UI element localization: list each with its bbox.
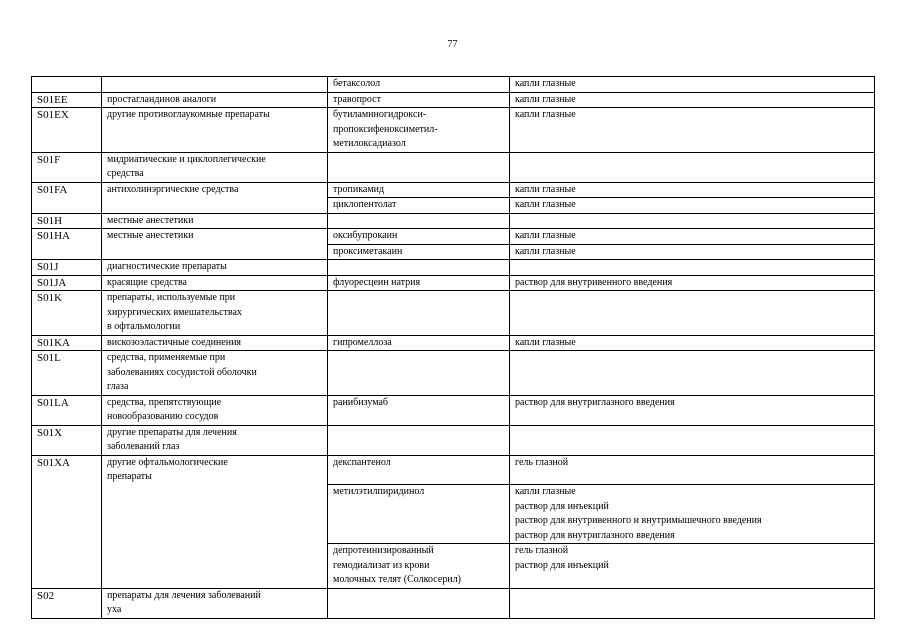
atc-code-cell: S01XA — [32, 455, 102, 485]
drug-cell: ранибизумаб — [328, 395, 510, 425]
atc-code-cell: S02 — [32, 588, 102, 618]
form-cell: капли глазные — [510, 182, 875, 198]
group-cell: антихолинэргические средства — [102, 182, 328, 198]
drug-cell: гипромеллоза — [328, 335, 510, 351]
form-cell: раствор для внутриглазного введения — [510, 395, 875, 425]
table-row — [32, 291, 875, 336]
table-row — [32, 108, 875, 153]
table-row — [32, 395, 875, 425]
form-cell: капли глазные — [510, 229, 875, 245]
table-row — [32, 244, 875, 260]
form-cell: капли глазные — [510, 108, 875, 153]
group-cell: средства, применяемые при заболеваниях сосудистой оболочки глаза — [102, 351, 328, 396]
atc-code-cell: S01FA — [32, 182, 102, 198]
table-row — [32, 260, 875, 276]
group-cell: другие офтальмологические препараты — [102, 455, 328, 485]
group-cell: местные анестетики — [102, 213, 328, 229]
form-cell — [510, 291, 875, 336]
form-cell: раствор для внутривенного введения — [510, 275, 875, 291]
atc-code-cell: S01H — [32, 213, 102, 229]
drug-cell: метилэтилпиридинол — [328, 485, 510, 544]
group-cell: диагностические препараты — [102, 260, 328, 276]
table-row — [32, 275, 875, 291]
form-cell — [510, 213, 875, 229]
drug-cell: флуоресцеин натрия — [328, 275, 510, 291]
drug-cell: тропикамид — [328, 182, 510, 198]
group-cell: препараты, используемые при хирургических вмешательствах в офтальмологии — [102, 291, 328, 336]
form-cell — [510, 351, 875, 396]
form-cell — [510, 425, 875, 455]
drug-cell: травопрост — [328, 92, 510, 108]
group-cell — [102, 198, 328, 214]
table-row — [32, 77, 875, 93]
atc-code-cell: S01L — [32, 351, 102, 396]
table-row — [32, 335, 875, 351]
table-row — [32, 92, 875, 108]
group-cell: вискозоэластичные соединения — [102, 335, 328, 351]
drug-cell: циклопентолат — [328, 198, 510, 214]
page-number: 77 — [447, 39, 458, 50]
atc-code-cell: S01J — [32, 260, 102, 276]
group-cell: мидриатические и циклоплегические средства — [102, 152, 328, 182]
group-cell: другие препараты для лечения заболеваний глаз — [102, 425, 328, 455]
table-row — [32, 198, 875, 214]
drug-cell — [328, 351, 510, 396]
atc-code-cell — [32, 198, 102, 214]
group-cell: другие противоглаукомные препараты — [102, 108, 328, 153]
table-row — [32, 485, 875, 544]
table-row — [32, 455, 875, 485]
atc-code-cell — [32, 244, 102, 260]
group-cell: средства, препятствующие новообразованию сосудов — [102, 395, 328, 425]
group-cell: препараты для лечения заболеваний уха — [102, 588, 328, 618]
drug-cell: оксибупрокаин — [328, 229, 510, 245]
atc-code-cell — [32, 77, 102, 93]
group-cell — [102, 244, 328, 260]
drug-cell — [328, 152, 510, 182]
drug-cell: проксиметакаин — [328, 244, 510, 260]
atc-code-cell: S01JA — [32, 275, 102, 291]
table-row — [32, 213, 875, 229]
group-cell — [102, 544, 328, 589]
table-row — [32, 351, 875, 396]
group-cell — [102, 485, 328, 544]
table-row — [32, 229, 875, 245]
table-row — [32, 544, 875, 589]
atc-code-cell: S01HA — [32, 229, 102, 245]
drug-cell — [328, 291, 510, 336]
table-row — [32, 588, 875, 618]
form-cell: капли глазные — [510, 92, 875, 108]
table-row — [32, 182, 875, 198]
atc-code-cell — [32, 485, 102, 544]
drug-cell: декспантенол — [328, 455, 510, 485]
drug-cell — [328, 425, 510, 455]
drug-cell — [328, 588, 510, 618]
atc-code-cell: S01X — [32, 425, 102, 455]
group-cell: простагландинов аналоги — [102, 92, 328, 108]
drug-cell: депротеинизированный гемодиализат из крови молочных телят (Солкосерил) — [328, 544, 510, 589]
drug-cell: бетаксолол — [328, 77, 510, 93]
form-cell: капли глазные — [510, 244, 875, 260]
atc-code-cell: S01LA — [32, 395, 102, 425]
form-cell: гель глазной — [510, 455, 875, 485]
atc-code-cell: S01KA — [32, 335, 102, 351]
drug-cell — [328, 213, 510, 229]
form-cell: капли глазные — [510, 77, 875, 93]
group-cell: красящие средства — [102, 275, 328, 291]
group-cell — [102, 77, 328, 93]
atc-code-cell: S01K — [32, 291, 102, 336]
form-cell — [510, 152, 875, 182]
atc-code-cell — [32, 544, 102, 589]
form-cell: капли глазные раствор для инъекций раствор для внутривенного и внутримышечного введения раствор для внутриглазного введения — [510, 485, 875, 544]
group-cell: местные анестетики — [102, 229, 328, 245]
drug-table — [31, 76, 875, 619]
table-row — [32, 425, 875, 455]
form-cell — [510, 588, 875, 618]
form-cell: гель глазной раствор для инъекций — [510, 544, 875, 589]
form-cell: капли глазные — [510, 335, 875, 351]
form-cell: капли глазные — [510, 198, 875, 214]
drug-cell: бутиламиногидрокси- пропоксифеноксиметил- метилоксадиазол — [328, 108, 510, 153]
atc-code-cell: S01EX — [32, 108, 102, 153]
form-cell — [510, 260, 875, 276]
table-row — [32, 152, 875, 182]
drug-cell — [328, 260, 510, 276]
atc-code-cell: S01F — [32, 152, 102, 182]
atc-code-cell: S01EE — [32, 92, 102, 108]
